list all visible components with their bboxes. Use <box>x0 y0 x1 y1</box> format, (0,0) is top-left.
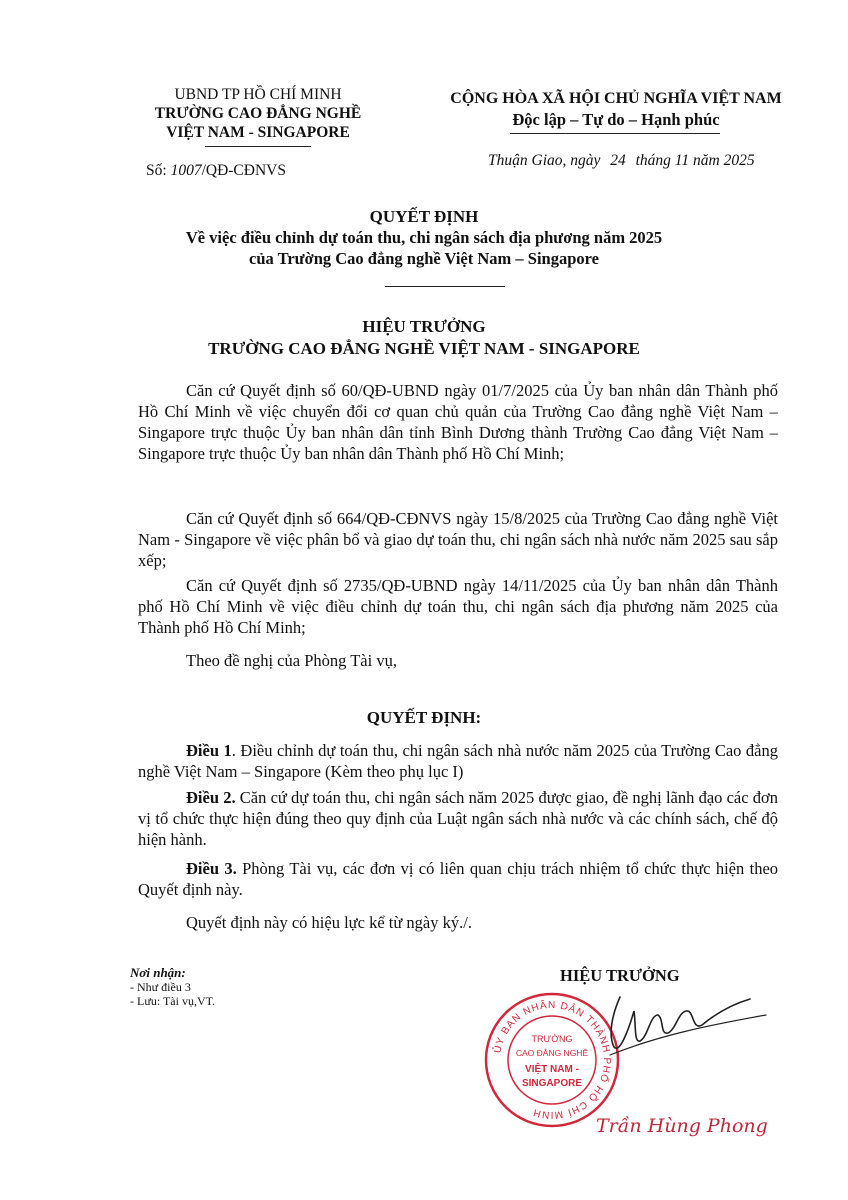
school-name-line2: VIỆT NAM - SINGAPORE <box>166 124 350 141</box>
number-prefix: Số: <box>146 162 171 179</box>
left-header-underline <box>205 146 311 147</box>
issuer-title: HIỆU TRƯỞNG <box>362 317 486 336</box>
article-text: . Điều chỉnh dự toán thu, chi ngân sách nhà nước năm 2025 của Trường Cao đẳng nghề Việt Nam – Singapore (Kèm theo phụ lục I) <box>138 741 778 781</box>
decision-heading: QUYẾT ĐỊNH: <box>366 708 482 727</box>
preamble-paragraph-1: Căn cứ Quyết định số 60/QĐ-UBND ngày 01/7/2025 của Ủy ban nhân dân Thành phố Hồ Chí Minh về việc chuyển đổi cơ quan chủ quản của Trường Cao đẳng nghề Việt Nam – Singapore trực thuộc Ủy ban nhân dân tỉnh Bình Dương thành Trường Cao đẳng Việt Nam – Singapore trực thuộc Ủy ban nhân dân Thành phố Hồ Chí Minh; <box>138 381 778 463</box>
article-label: Điều 1 <box>186 741 232 760</box>
svg-text:TRƯỜNG: TRƯỜNG <box>531 1034 573 1044</box>
article-text: Căn cứ dự toán thu, chi ngân sách năm 2025 được giao, đề nghị lãnh đạo các đơn vị tổ chức thực hiện đúng theo quy định của Luật ngân sách nhà nước và các chính sách, chế độ hiện hành. <box>138 788 779 849</box>
article-3 <box>138 858 778 900</box>
issuing-authority-block <box>118 85 398 142</box>
recipient-item: - Như điều 3 <box>130 980 191 994</box>
place-and-date <box>488 152 755 170</box>
svg-text:CAO ĐẲNG NGHỀ: CAO ĐẲNG NGHỀ <box>515 1048 589 1058</box>
recipients-label: Nơi nhận: <box>130 965 186 980</box>
signer-title: HIỆU TRƯỞNG <box>560 966 680 985</box>
title-underline <box>385 286 505 287</box>
national-motto-block <box>416 88 816 130</box>
school-name-line1: TRƯỜNG CAO ĐẲNG NGHỀ <box>154 105 362 122</box>
article-2 <box>138 787 778 850</box>
number-handwritten: 1007 <box>170 162 202 179</box>
document-number <box>146 162 286 180</box>
effective-clause: Quyết định này có hiệu lực kể từ ngày ký./. <box>186 913 472 932</box>
decision-subject-line2: của Trường Cao đẳng nghề Việt Nam – Singapore <box>249 249 599 268</box>
article-text: Phòng Tài vụ, các đơn vị có liên quan chịu trách nhiệm tổ chức thực hiện theo Quyết định này. <box>138 859 779 899</box>
authority-line: UBND TP HỒ CHÍ MINH <box>174 86 342 103</box>
recipient-item: - Lưu: Tài vụ,VT. <box>130 994 216 1008</box>
issuer-organization: TRƯỜNG CAO ĐẲNG NGHỀ VIỆT NAM - SINGAPORE <box>208 339 640 358</box>
article-label: Điều 3. <box>186 859 237 878</box>
date-day-handwritten: 24 <box>610 152 626 169</box>
svg-text:SINGAPORE: SINGAPORE <box>521 1078 583 1089</box>
signer-name: Trần Hùng Phong <box>596 1115 768 1137</box>
svg-text:ỦY BAN NHÂN DÂN THÀNH PHỐ HỒ C: ỦY BAN NHÂN DÂN THÀNH PHỐ HỒ CHÍ MINH <box>492 999 613 1121</box>
preamble-paragraph-4: Theo đề nghị của Phòng Tài vụ, <box>186 651 397 670</box>
recipients-block <box>130 966 215 1008</box>
number-suffix: /QĐ-CĐNVS <box>201 162 286 179</box>
svg-text:VIỆT NAM -: VIỆT NAM - <box>525 1064 579 1075</box>
motto: Độc lập – Tự do – Hạnh phúc <box>512 110 720 129</box>
decision-subject-line1: Về việc điều chỉnh dự toán thu, chi ngân sách địa phương năm 2025 <box>185 228 663 247</box>
preamble-paragraph-2: Căn cứ Quyết định số 664/QĐ-CĐNVS ngày 15/8/2025 của Trường Cao đẳng nghề Việt Nam - Singapore về việc phân bổ và giao dự toán thu, chi ngân sách nhà nước năm 2025 sau sắp xếp; <box>138 509 778 570</box>
motto-underline <box>510 133 720 134</box>
preamble-paragraph-3: Căn cứ Quyết định số 2735/QĐ-UBND ngày 14/11/2025 của Ủy ban nhân dân Thành phố Hồ Chí Minh về việc điều chỉnh dự toán thu, chi ngân sách địa phương năm 2025 của Thành phố Hồ Chí Minh; <box>138 576 778 637</box>
article-label: Điều 2. <box>186 788 236 807</box>
issuer-block <box>80 316 768 360</box>
decision-title-block <box>80 206 768 269</box>
handwritten-signature-icon <box>590 985 770 1065</box>
date-suffix: tháng 11 năm 2025 <box>631 152 755 169</box>
decision-title: QUYẾT ĐỊNH <box>369 207 479 226</box>
article-1 <box>138 740 778 782</box>
date-prefix: Thuận Giao, ngày <box>488 152 605 169</box>
national-title: CỘNG HÒA XÃ HỘI CHỦ NGHĨA VIỆT NAM <box>450 90 782 107</box>
